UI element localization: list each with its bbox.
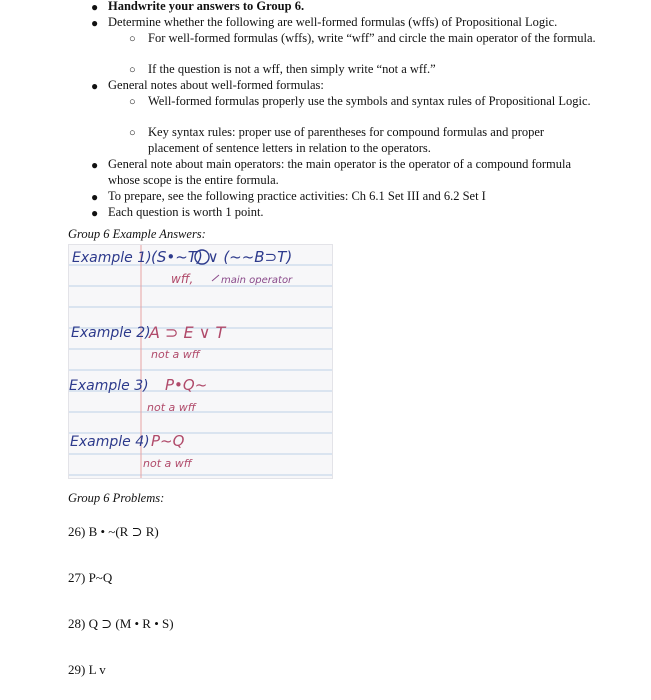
notebook-paper bbox=[69, 245, 332, 478]
example-1-note: main operator bbox=[221, 275, 293, 286]
instruction-3: General notes about well-formed formulas: bbox=[108, 78, 324, 92]
problem-29: 29) L v bbox=[68, 662, 106, 677]
sub-bullet-circle: ○ bbox=[129, 127, 136, 139]
instruction-2-sub-2: If the question is not a wff, then simply write “not a wff.” bbox=[148, 62, 436, 76]
instruction-3-sub-1: Well-formed formulas properly use the symbols and syntax rules of Propositional Logic. bbox=[148, 94, 591, 108]
instruction-3-sub-2: Key syntax rules: proper use of parentheses for compound formulas and proper placement of sentence letters in relation to the operators. bbox=[148, 125, 545, 155]
bullet-dot: ● bbox=[91, 79, 99, 93]
problem-26: 26) B • ~(R ⊃ R) bbox=[68, 524, 159, 539]
examples-heading: Group 6 Example Answers: bbox=[68, 227, 206, 241]
problem-28: 28) Q ⊃ (M • R • S) bbox=[68, 616, 174, 631]
arrow-icon bbox=[212, 275, 219, 281]
example-1-annotation: wff, bbox=[171, 272, 194, 286]
bullet-dot: ● bbox=[91, 158, 99, 172]
instruction-5: To prepare, see the following practice activities: Ch 6.1 Set III and 6.2 Set I bbox=[108, 189, 486, 203]
example-3-label: Example 3) bbox=[69, 378, 149, 394]
example-4-formula: P~Q bbox=[151, 432, 185, 450]
instruction-1: Handwrite your answers to Group 6. bbox=[108, 0, 305, 13]
example-3-formula: P•Q~ bbox=[165, 376, 208, 394]
bullet-dot: ● bbox=[91, 0, 99, 14]
example-1-label: Example 1) bbox=[72, 250, 152, 266]
example-3-annotation: not a wff bbox=[147, 401, 196, 414]
bullet-dot: ● bbox=[91, 16, 99, 30]
instruction-2: Determine whether the following are well-formed formulas (wffs) of Propositional Logic. bbox=[108, 15, 558, 29]
example-4-label: Example 4) bbox=[70, 434, 150, 450]
example-4-annotation: not a wff bbox=[143, 457, 192, 470]
instruction-4: General note about main operators: the main operator is the operator of a compound formula whose scope is the entire formula. bbox=[108, 157, 572, 187]
bullet-dot: ● bbox=[91, 190, 99, 204]
sub-bullet-circle: ○ bbox=[129, 33, 136, 45]
example-2-label: Example 2) bbox=[71, 325, 151, 341]
sub-bullet-circle: ○ bbox=[129, 64, 136, 76]
instruction-6: Each question is worth 1 point. bbox=[108, 205, 264, 219]
bullet-dot: ● bbox=[91, 206, 99, 220]
handwritten-examples-image bbox=[68, 244, 333, 479]
problem-27: 27) P~Q bbox=[68, 570, 113, 585]
example-2-annotation: not a wff bbox=[151, 348, 200, 361]
sub-bullet-circle: ○ bbox=[129, 96, 136, 108]
instruction-2-sub-1: For well-formed formulas (wffs), write “wff” and circle the main operator of the formula. bbox=[148, 31, 596, 45]
example-1-formula: (S•~T) ∨ (~~B⊃T) bbox=[151, 248, 293, 266]
example-2-formula: A ⊃ E ∨ T bbox=[149, 323, 226, 342]
problems-heading: Group 6 Problems: bbox=[68, 491, 165, 505]
